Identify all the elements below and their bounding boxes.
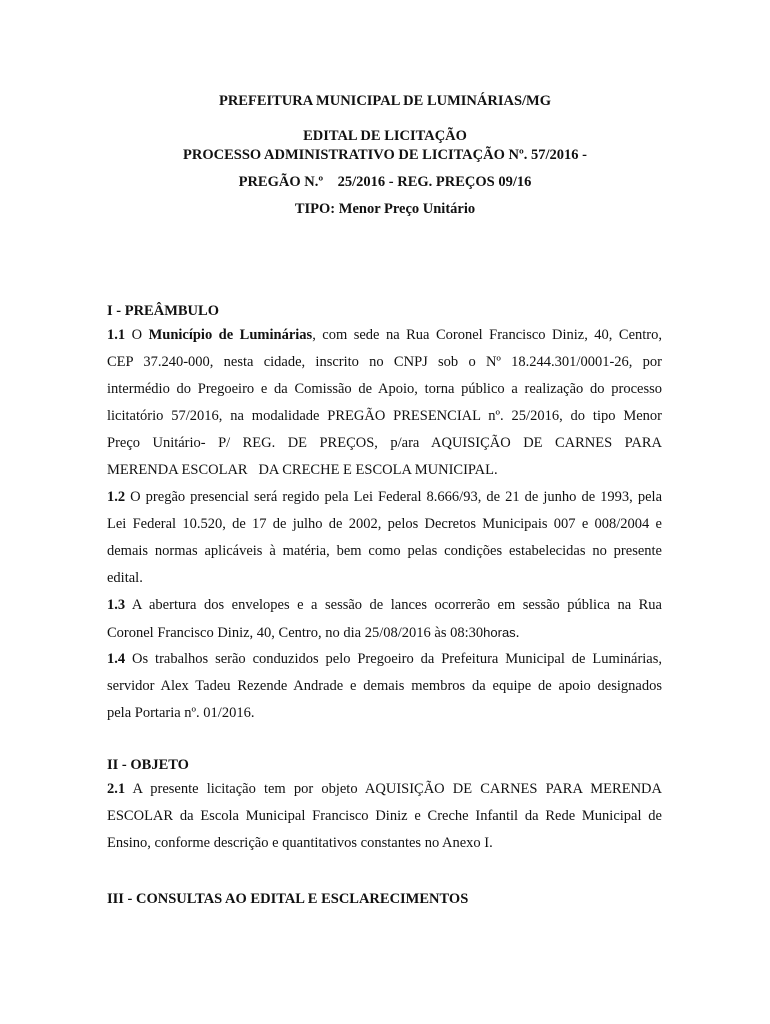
- header-process-number: PROCESSO ADMINISTRATIVO DE LICITAÇÃO Nº. 57/2016 -: [183, 147, 587, 163]
- text-run: , com sede na Rua Coronel Francisco Diniz, 40, Centro,: [312, 327, 662, 343]
- clause-number: 1.4: [107, 651, 126, 667]
- text-run: A presente licitação tem por objeto AQUISIÇÃO DE CARNES PARA MERENDA: [132, 781, 662, 797]
- paragraph-line: intermédio do Pregoeiro e da Comissão de Apoio, torna público a realização do processo: [107, 381, 662, 397]
- paragraph-line: pela Portaria nº. 01/2016.: [107, 705, 255, 721]
- paragraph-1-3: [107, 592, 662, 646]
- text-run: .: [515, 625, 520, 641]
- clause-number: 1.3: [107, 597, 126, 613]
- paragraph-line: MERENDA ESCOLAR DA CRECHE E ESCOLA MUNICIPAL.: [107, 462, 498, 478]
- header-tipo: TIPO: Menor Preço Unitário: [294, 201, 476, 217]
- paragraph-line: CEP 37.240-000, nesta cidade, inscrito no CNPJ sob o Nº 18.244.301/0001-26, por: [107, 354, 662, 370]
- header-pregao-number: PREGÃO N.º 25/2016 - REG. PREÇOS 09/16: [238, 174, 532, 190]
- paragraph-line: servidor Alex Tadeu Rezende Andrade e demais membros da equipe de apoio designados: [107, 678, 662, 694]
- header-municipality: PREFEITURA MUNICIPAL DE LUMINÁRIAS/MG: [218, 93, 552, 109]
- paragraph-line: edital.: [107, 570, 143, 586]
- paragraph-line: ESCOLAR da Escola Municipal Francisco Diniz e Creche Infantil da Rede Municipal de: [107, 808, 662, 824]
- paragraph-line: [107, 776, 662, 803]
- clause-number: 1.1: [107, 327, 126, 343]
- paragraph-line: [107, 322, 662, 349]
- hours-word: horas: [483, 625, 516, 640]
- section-heading-consultas: III - CONSULTAS AO EDITAL E ESCLARECIMENTOS: [107, 891, 469, 907]
- paragraph-1-4: [107, 646, 662, 727]
- municipality-name: Município de Luminárias: [148, 327, 313, 343]
- paragraph-1-1: [107, 322, 662, 484]
- text-run: O: [131, 327, 149, 343]
- paragraph-line: [107, 646, 662, 673]
- paragraph-line: Lei Federal 10.520, de 17 de julho de 2002, pelos Decretos Municipais 007 e 008/2004 e: [107, 516, 662, 532]
- paragraph-line: [107, 619, 662, 646]
- header-edital-title: EDITAL DE LICITAÇÃO: [303, 128, 467, 144]
- text-run: A abertura dos envelopes e a sessão de lances ocorrerão em sessão pública na Rua: [131, 597, 662, 613]
- clause-number: 2.1: [107, 781, 126, 797]
- text-run: Coronel Francisco Diniz, 40, Centro, no dia 25/08/2016 às 08:30: [107, 625, 484, 641]
- paragraph-1-2: [107, 484, 662, 592]
- paragraph-line: Ensino, conforme descrição e quantitativos constantes no Anexo I.: [107, 835, 493, 851]
- section-heading-preambulo: I - PREÂMBULO: [107, 303, 219, 319]
- paragraph-line: Preço Unitário- P/ REG. DE PREÇOS, p/ara AQUISIÇÃO DE CARNES PARA: [107, 435, 662, 451]
- paragraph-2-1: [107, 776, 662, 857]
- paragraph-line: demais normas aplicáveis à matéria, bem como pelas condições estabelecidas no presente: [107, 543, 662, 559]
- text-run: O pregão presencial será regido pela Lei Federal 8.666/93, de 21 de junho de 1993, pela: [130, 489, 663, 505]
- section-heading-objeto: II - OBJETO: [107, 757, 189, 773]
- paragraph-line: licitatório 57/2016, na modalidade PREGÃO PRESENCIAL nº. 25/2016, do tipo Menor: [107, 408, 662, 424]
- paragraph-line: [107, 592, 662, 619]
- clause-number: 1.2: [107, 489, 126, 505]
- text-run: Os trabalhos serão conduzidos pelo Pregoeiro da Prefeitura Municipal de Luminárias,: [132, 651, 662, 667]
- paragraph-line: [107, 484, 662, 511]
